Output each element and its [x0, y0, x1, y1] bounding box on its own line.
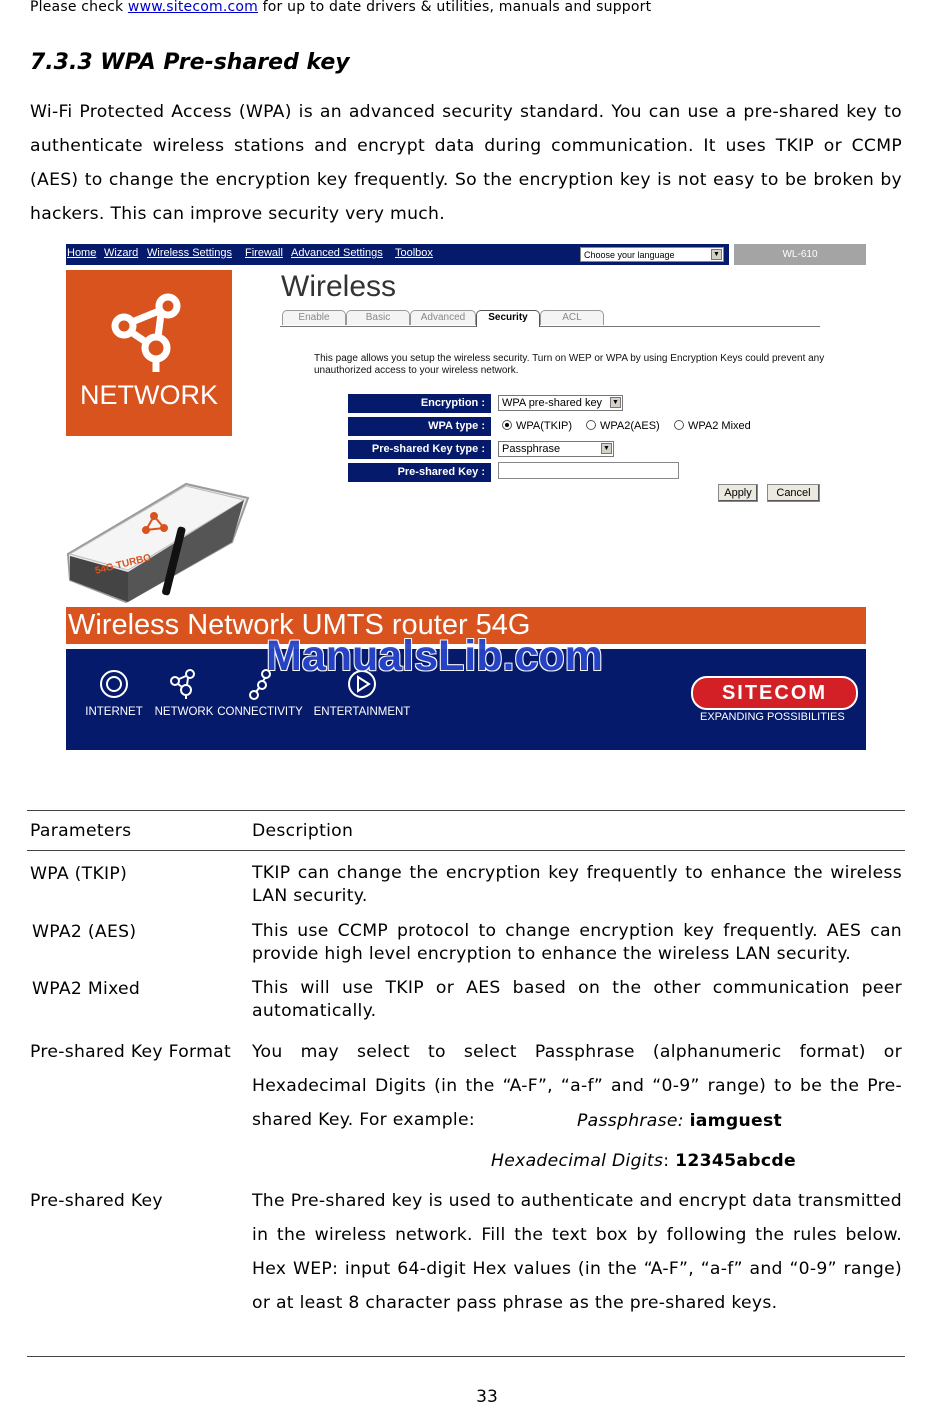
- example-passphrase-label: Passphrase:: [577, 1111, 684, 1131]
- category-label: INTERNET: [85, 706, 143, 718]
- network-icon: [108, 292, 192, 376]
- intro-paragraph: Wi-Fi Protected Access (WPA) is an advanced security standard. You can use a pre-shared key to authenticate wireless stations and encrypt data during communication. It uses TKIP or CCMP (AES) to change the encryption key frequently. So the encryption key is not easy to be broken by hackers. This can improve security very much.: [30, 102, 902, 224]
- example-hex: [491, 1151, 796, 1171]
- table-header-rule: [27, 850, 905, 851]
- apply-button[interactable]: Apply: [718, 484, 758, 502]
- category-label: CONNECTIVITY: [217, 706, 303, 718]
- table-header-parameters: Parameters: [30, 821, 132, 841]
- desc-psk-format: You may select to select Passphrase (alphanumeric format) or Hexadecimal Digits (in the “A-F”, “a-f” and “0-9” range) to be the Pre-shared Key. For example:: [252, 1042, 902, 1130]
- param-wpa2-mixed: WPA2 Mixed: [32, 979, 141, 999]
- example-hex-value: 12345abcde: [675, 1151, 796, 1171]
- example-passphrase: [577, 1111, 782, 1131]
- radio-selected-icon: [502, 420, 512, 430]
- product-banner-title: Wireless Network UMTS router 54G: [68, 609, 531, 641]
- category-label: ENTERTAINMENT: [313, 706, 411, 718]
- sitecom-link[interactable]: www.sitecom.com: [127, 0, 258, 15]
- psk-label: Pre-shared Key :: [348, 463, 491, 482]
- desc-psk: The Pre-shared key is used to authenticate and encrypt data transmitted in the wireless network. Fill the text box by following the rules below. Hex WEP: input 64-digit Hex values (in the “A-F”, “a-f” and “0-9” range) or at least 8 character pass phrase as the pre-shared keys.: [252, 1191, 920, 1313]
- desc-wpa2-mixed: This will use TKIP or AES based on the other communication peer automatically.: [252, 978, 902, 1021]
- category-internet[interactable]: [76, 668, 152, 718]
- security-description: This page allows you setup the wireless security. Turn on WEP or WPA by using Encryption Keys could prevent any unauthorized access to your wireless network.: [314, 353, 825, 376]
- encryption-select-value: WPA pre-shared key: [502, 397, 603, 409]
- radio-icon: [674, 420, 684, 430]
- tab-bar: [280, 310, 820, 327]
- internet-icon: [98, 668, 130, 700]
- tab-basic[interactable]: Basic: [346, 310, 410, 325]
- encryption-select[interactable]: [498, 395, 623, 411]
- radio-label: WPA2(AES): [600, 420, 660, 432]
- radio-wpa2-aes[interactable]: [586, 420, 660, 432]
- chevron-down-icon: ▼: [601, 443, 612, 454]
- page-heading: Wireless: [281, 270, 397, 303]
- param-psk: Pre-shared Key: [30, 1191, 163, 1211]
- page-number: 33: [476, 1387, 498, 1407]
- category-label: NETWORK: [154, 706, 214, 718]
- tab-acl[interactable]: ACL: [540, 310, 604, 325]
- param-wpa2-aes: WPA2 (AES): [32, 922, 137, 942]
- cancel-button[interactable]: Cancel: [767, 484, 820, 502]
- tab-enable[interactable]: Enable: [282, 310, 346, 325]
- language-select-value: Choose your language: [584, 250, 675, 260]
- chevron-down-icon: ▼: [610, 397, 621, 408]
- encryption-label: Encryption :: [348, 394, 491, 413]
- router-ui-screenshot: [66, 244, 866, 750]
- radio-icon: [586, 420, 596, 430]
- nav-advanced-settings[interactable]: Advanced Settings: [291, 247, 383, 259]
- radio-label: WPA(TKIP): [516, 420, 573, 432]
- radio-label: WPA2 Mixed: [688, 420, 751, 432]
- model-label: WL-610: [734, 244, 866, 265]
- psk-type-select-value: Passphrase: [502, 443, 561, 455]
- nav-toolbox[interactable]: Toolbox: [395, 247, 433, 259]
- desc-wpa-tkip: TKIP can change the encryption key frequently to enhance the wireless LAN security.: [252, 863, 902, 906]
- watermark: ManualsLib.com: [266, 632, 603, 680]
- table-bottom-rule: [27, 1356, 905, 1357]
- param-psk-format: Pre-shared Key Format: [30, 1042, 232, 1062]
- example-hex-separator: :: [663, 1151, 670, 1171]
- svg-text:54G TURBO: 54G TURBO: [94, 552, 153, 577]
- nav-wireless-settings[interactable]: Wireless Settings: [147, 247, 232, 259]
- section-title: 7.3.3 WPA Pre-shared key: [30, 50, 350, 75]
- network-tile: [66, 270, 232, 436]
- psk-type-select[interactable]: [498, 441, 614, 457]
- header-note: [30, 0, 651, 15]
- psk-input[interactable]: [498, 462, 679, 479]
- top-nav-bar: [66, 244, 729, 265]
- header-prefix: Please check: [30, 0, 128, 15]
- tab-advanced[interactable]: Advanced: [410, 310, 476, 325]
- nav-firewall[interactable]: Firewall: [245, 247, 283, 259]
- param-wpa-tkip: WPA (TKIP): [30, 864, 128, 884]
- table-header-description: Description: [252, 821, 354, 841]
- nav-home[interactable]: Home: [67, 247, 97, 259]
- tab-security[interactable]: Security: [476, 310, 540, 327]
- radio-wpa-tkip[interactable]: [502, 420, 572, 432]
- nav-wizard[interactable]: Wizard: [104, 247, 139, 259]
- radio-wpa2-mixed[interactable]: [674, 420, 751, 432]
- desc-wpa2-aes: This use CCMP protocol to change encryption key frequently. AES can provide high level encryption to enhance the wireless LAN security.: [252, 921, 902, 964]
- header-suffix: for up to date drivers & utilities, manuals and support: [257, 0, 652, 15]
- router-image: [66, 470, 251, 610]
- example-passphrase-value: iamguest: [689, 1111, 783, 1131]
- sitecom-logo: SITECOM: [691, 676, 858, 710]
- wpa-type-label: WPA type :: [348, 417, 491, 436]
- language-select[interactable]: [580, 247, 724, 262]
- brand-tagline: EXPANDING POSSIBILITIES: [700, 711, 845, 723]
- network-label: NETWORK: [80, 380, 218, 410]
- table-top-rule: [27, 810, 905, 811]
- psk-type-label: Pre-shared Key type :: [348, 440, 491, 459]
- network-icon: [168, 668, 200, 700]
- example-hex-label: Hexadecimal Digits: [491, 1151, 664, 1171]
- chevron-down-icon: ▼: [711, 249, 722, 260]
